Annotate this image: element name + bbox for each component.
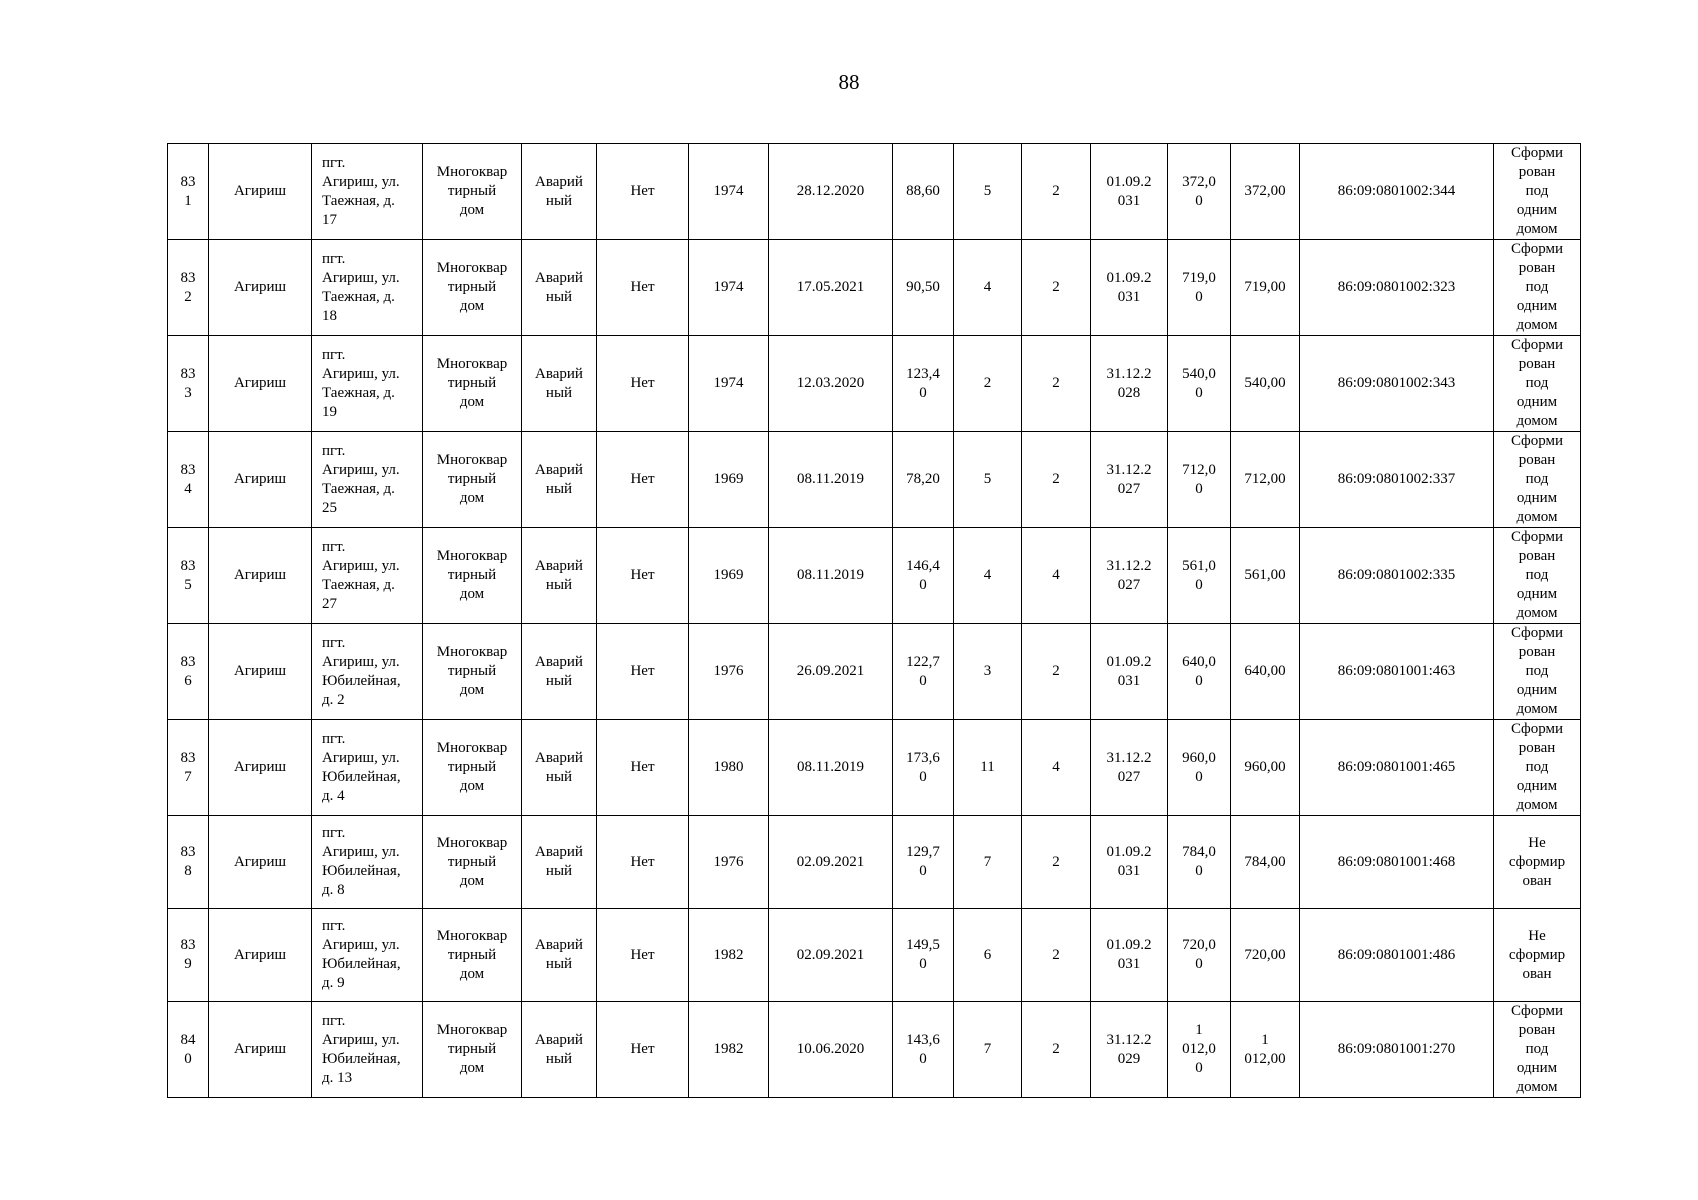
building-type-cell: Многоквар тирный дом — [423, 528, 522, 624]
flag-cell: Нет — [597, 240, 689, 336]
deadline-cell: 31.12.2 027 — [1091, 528, 1168, 624]
area-cell: 88,60 — [893, 144, 954, 240]
building-type-cell: Многоквар тирный дом — [423, 144, 522, 240]
build-year-cell: 1969 — [689, 432, 769, 528]
address-cell: пгт. Агириш, ул. Таежная, д. 25 — [312, 432, 423, 528]
settlement-cell: Агириш — [209, 1002, 312, 1098]
row-number-cell: 83 6 — [168, 624, 209, 720]
area-cell: 90,50 — [893, 240, 954, 336]
cadastral-number-cell: 86:09:0801001:486 — [1300, 909, 1494, 1002]
condition-cell: Аварий ный — [522, 909, 597, 1002]
area-cell: 149,5 0 — [893, 909, 954, 1002]
deadline-cell: 31.12.2 029 — [1091, 1002, 1168, 1098]
count-cell-2: 2 — [1022, 624, 1091, 720]
table-row — [168, 720, 1581, 816]
table-row — [168, 240, 1581, 336]
table-row — [168, 336, 1581, 432]
count-cell-2: 4 — [1022, 528, 1091, 624]
row-number-cell: 83 4 — [168, 432, 209, 528]
flag-cell: Нет — [597, 528, 689, 624]
land-status-cell: Не сформир ован — [1494, 816, 1581, 909]
condition-cell: Аварий ный — [522, 432, 597, 528]
cadastral-number-cell: 86:09:0801001:463 — [1300, 624, 1494, 720]
count-cell-2: 2 — [1022, 1002, 1091, 1098]
condition-cell: Аварий ный — [522, 528, 597, 624]
build-year-cell: 1980 — [689, 720, 769, 816]
build-year-cell: 1974 — [689, 144, 769, 240]
condition-cell: Аварий ный — [522, 624, 597, 720]
building-type-cell: Многоквар тирный дом — [423, 432, 522, 528]
table-row — [168, 528, 1581, 624]
deadline-cell: 31.12.2 027 — [1091, 432, 1168, 528]
building-type-cell: Многоквар тирный дом — [423, 240, 522, 336]
count-cell-2: 2 — [1022, 144, 1091, 240]
table-row — [168, 624, 1581, 720]
count-cell-2: 2 — [1022, 336, 1091, 432]
land-status-cell: Сформи рован под одним домом — [1494, 144, 1581, 240]
area-cell: 129,7 0 — [893, 816, 954, 909]
count-cell: 7 — [954, 1002, 1022, 1098]
recognition-date-cell: 17.05.2021 — [769, 240, 893, 336]
land-area-cell: 784,0 0 — [1168, 816, 1231, 909]
settlement-cell: Агириш — [209, 909, 312, 1002]
land-area-cell: 561,0 0 — [1168, 528, 1231, 624]
building-type-cell: Многоквар тирный дом — [423, 624, 522, 720]
recognition-date-cell: 08.11.2019 — [769, 432, 893, 528]
land-area-total-cell: 561,00 — [1231, 528, 1300, 624]
recognition-date-cell: 02.09.2021 — [769, 909, 893, 1002]
building-type-cell: Многоквар тирный дом — [423, 816, 522, 909]
recognition-date-cell: 08.11.2019 — [769, 720, 893, 816]
building-type-cell: Многоквар тирный дом — [423, 720, 522, 816]
deadline-cell: 01.09.2 031 — [1091, 624, 1168, 720]
address-cell: пгт. Агириш, ул. Таежная, д. 19 — [312, 336, 423, 432]
housing-registry-table — [167, 143, 1581, 1098]
row-number-cell: 83 1 — [168, 144, 209, 240]
count-cell: 11 — [954, 720, 1022, 816]
row-number-cell: 83 5 — [168, 528, 209, 624]
flag-cell: Нет — [597, 624, 689, 720]
land-status-cell: Не сформир ован — [1494, 909, 1581, 1002]
area-cell: 146,4 0 — [893, 528, 954, 624]
address-cell: пгт. Агириш, ул. Юбилейная, д. 9 — [312, 909, 423, 1002]
deadline-cell: 01.09.2 031 — [1091, 816, 1168, 909]
land-area-total-cell: 960,00 — [1231, 720, 1300, 816]
count-cell: 5 — [954, 144, 1022, 240]
land-area-cell: 720,0 0 — [1168, 909, 1231, 1002]
row-number-cell: 83 3 — [168, 336, 209, 432]
build-year-cell: 1976 — [689, 816, 769, 909]
land-status-cell: Сформи рован под одним домом — [1494, 720, 1581, 816]
address-cell: пгт. Агириш, ул. Юбилейная, д. 4 — [312, 720, 423, 816]
cadastral-number-cell: 86:09:0801002:323 — [1300, 240, 1494, 336]
building-type-cell: Многоквар тирный дом — [423, 1002, 522, 1098]
build-year-cell: 1974 — [689, 240, 769, 336]
area-cell: 123,4 0 — [893, 336, 954, 432]
land-status-cell: Сформи рован под одним домом — [1494, 1002, 1581, 1098]
count-cell-2: 4 — [1022, 720, 1091, 816]
count-cell: 5 — [954, 432, 1022, 528]
area-cell: 122,7 0 — [893, 624, 954, 720]
row-number-cell: 83 7 — [168, 720, 209, 816]
address-cell: пгт. Агириш, ул. Юбилейная, д. 2 — [312, 624, 423, 720]
condition-cell: Аварий ный — [522, 720, 597, 816]
condition-cell: Аварий ный — [522, 816, 597, 909]
settlement-cell: Агириш — [209, 336, 312, 432]
land-status-cell: Сформи рован под одним домом — [1494, 240, 1581, 336]
row-number-cell: 83 2 — [168, 240, 209, 336]
address-cell: пгт. Агириш, ул. Юбилейная, д. 8 — [312, 816, 423, 909]
flag-cell: Нет — [597, 720, 689, 816]
cadastral-number-cell: 86:09:0801002:344 — [1300, 144, 1494, 240]
count-cell: 4 — [954, 528, 1022, 624]
land-area-total-cell: 719,00 — [1231, 240, 1300, 336]
recognition-date-cell: 08.11.2019 — [769, 528, 893, 624]
recognition-date-cell: 26.09.2021 — [769, 624, 893, 720]
count-cell: 2 — [954, 336, 1022, 432]
deadline-cell: 31.12.2 027 — [1091, 720, 1168, 816]
build-year-cell: 1982 — [689, 1002, 769, 1098]
page-number: 88 — [838, 70, 860, 94]
land-status-cell: Сформи рован под одним домом — [1494, 336, 1581, 432]
row-number-cell: 83 8 — [168, 816, 209, 909]
land-status-cell: Сформи рован под одним домом — [1494, 528, 1581, 624]
land-status-cell: Сформи рован под одним домом — [1494, 624, 1581, 720]
settlement-cell: Агириш — [209, 816, 312, 909]
address-cell: пгт. Агириш, ул. Таежная, д. 17 — [312, 144, 423, 240]
area-cell: 78,20 — [893, 432, 954, 528]
count-cell: 3 — [954, 624, 1022, 720]
building-type-cell: Многоквар тирный дом — [423, 909, 522, 1002]
deadline-cell: 31.12.2 028 — [1091, 336, 1168, 432]
row-number-cell: 83 9 — [168, 909, 209, 1002]
settlement-cell: Агириш — [209, 432, 312, 528]
cadastral-number-cell: 86:09:0801002:335 — [1300, 528, 1494, 624]
cadastral-number-cell: 86:09:0801002:343 — [1300, 336, 1494, 432]
settlement-cell: Агириш — [209, 528, 312, 624]
flag-cell: Нет — [597, 816, 689, 909]
cadastral-number-cell: 86:09:0801001:270 — [1300, 1002, 1494, 1098]
build-year-cell: 1976 — [689, 624, 769, 720]
condition-cell: Аварий ный — [522, 1002, 597, 1098]
flag-cell: Нет — [597, 336, 689, 432]
land-area-cell: 960,0 0 — [1168, 720, 1231, 816]
land-area-cell: 540,0 0 — [1168, 336, 1231, 432]
building-type-cell: Многоквар тирный дом — [423, 336, 522, 432]
land-area-total-cell: 720,00 — [1231, 909, 1300, 1002]
recognition-date-cell: 28.12.2020 — [769, 144, 893, 240]
settlement-cell: Агириш — [209, 720, 312, 816]
land-area-cell: 719,0 0 — [1168, 240, 1231, 336]
deadline-cell: 01.09.2 031 — [1091, 240, 1168, 336]
table-row — [168, 432, 1581, 528]
count-cell-2: 2 — [1022, 909, 1091, 1002]
flag-cell: Нет — [597, 1002, 689, 1098]
recognition-date-cell: 02.09.2021 — [769, 816, 893, 909]
table-row — [168, 909, 1581, 1002]
area-cell: 173,6 0 — [893, 720, 954, 816]
land-area-total-cell: 540,00 — [1231, 336, 1300, 432]
count-cell-2: 2 — [1022, 432, 1091, 528]
land-area-total-cell: 712,00 — [1231, 432, 1300, 528]
cadastral-number-cell: 86:09:0801001:465 — [1300, 720, 1494, 816]
deadline-cell: 01.09.2 031 — [1091, 144, 1168, 240]
flag-cell: Нет — [597, 909, 689, 1002]
land-area-total-cell: 372,00 — [1231, 144, 1300, 240]
cadastral-number-cell: 86:09:0801002:337 — [1300, 432, 1494, 528]
land-area-cell: 1 012,0 0 — [1168, 1002, 1231, 1098]
row-number-cell: 84 0 — [168, 1002, 209, 1098]
land-area-cell: 372,0 0 — [1168, 144, 1231, 240]
land-area-cell: 712,0 0 — [1168, 432, 1231, 528]
build-year-cell: 1974 — [689, 336, 769, 432]
land-area-total-cell: 640,00 — [1231, 624, 1300, 720]
settlement-cell: Агириш — [209, 624, 312, 720]
count-cell-2: 2 — [1022, 816, 1091, 909]
condition-cell: Аварий ный — [522, 336, 597, 432]
count-cell: 6 — [954, 909, 1022, 1002]
address-cell: пгт. Агириш, ул. Таежная, д. 18 — [312, 240, 423, 336]
count-cell-2: 2 — [1022, 240, 1091, 336]
table-row — [168, 144, 1581, 240]
table-row — [168, 816, 1581, 909]
land-area-total-cell: 1 012,00 — [1231, 1002, 1300, 1098]
address-cell: пгт. Агириш, ул. Юбилейная, д. 13 — [312, 1002, 423, 1098]
land-area-cell: 640,0 0 — [1168, 624, 1231, 720]
count-cell: 7 — [954, 816, 1022, 909]
flag-cell: Нет — [597, 144, 689, 240]
build-year-cell: 1982 — [689, 909, 769, 1002]
condition-cell: Аварий ный — [522, 144, 597, 240]
cadastral-number-cell: 86:09:0801001:468 — [1300, 816, 1494, 909]
land-area-total-cell: 784,00 — [1231, 816, 1300, 909]
recognition-date-cell: 12.03.2020 — [769, 336, 893, 432]
build-year-cell: 1969 — [689, 528, 769, 624]
address-cell: пгт. Агириш, ул. Таежная, д. 27 — [312, 528, 423, 624]
deadline-cell: 01.09.2 031 — [1091, 909, 1168, 1002]
land-status-cell: Сформи рован под одним домом — [1494, 432, 1581, 528]
condition-cell: Аварий ный — [522, 240, 597, 336]
area-cell: 143,6 0 — [893, 1002, 954, 1098]
recognition-date-cell: 10.06.2020 — [769, 1002, 893, 1098]
flag-cell: Нет — [597, 432, 689, 528]
table-row — [168, 1002, 1581, 1098]
count-cell: 4 — [954, 240, 1022, 336]
table-body — [168, 144, 1581, 1098]
settlement-cell: Агириш — [209, 144, 312, 240]
settlement-cell: Агириш — [209, 240, 312, 336]
